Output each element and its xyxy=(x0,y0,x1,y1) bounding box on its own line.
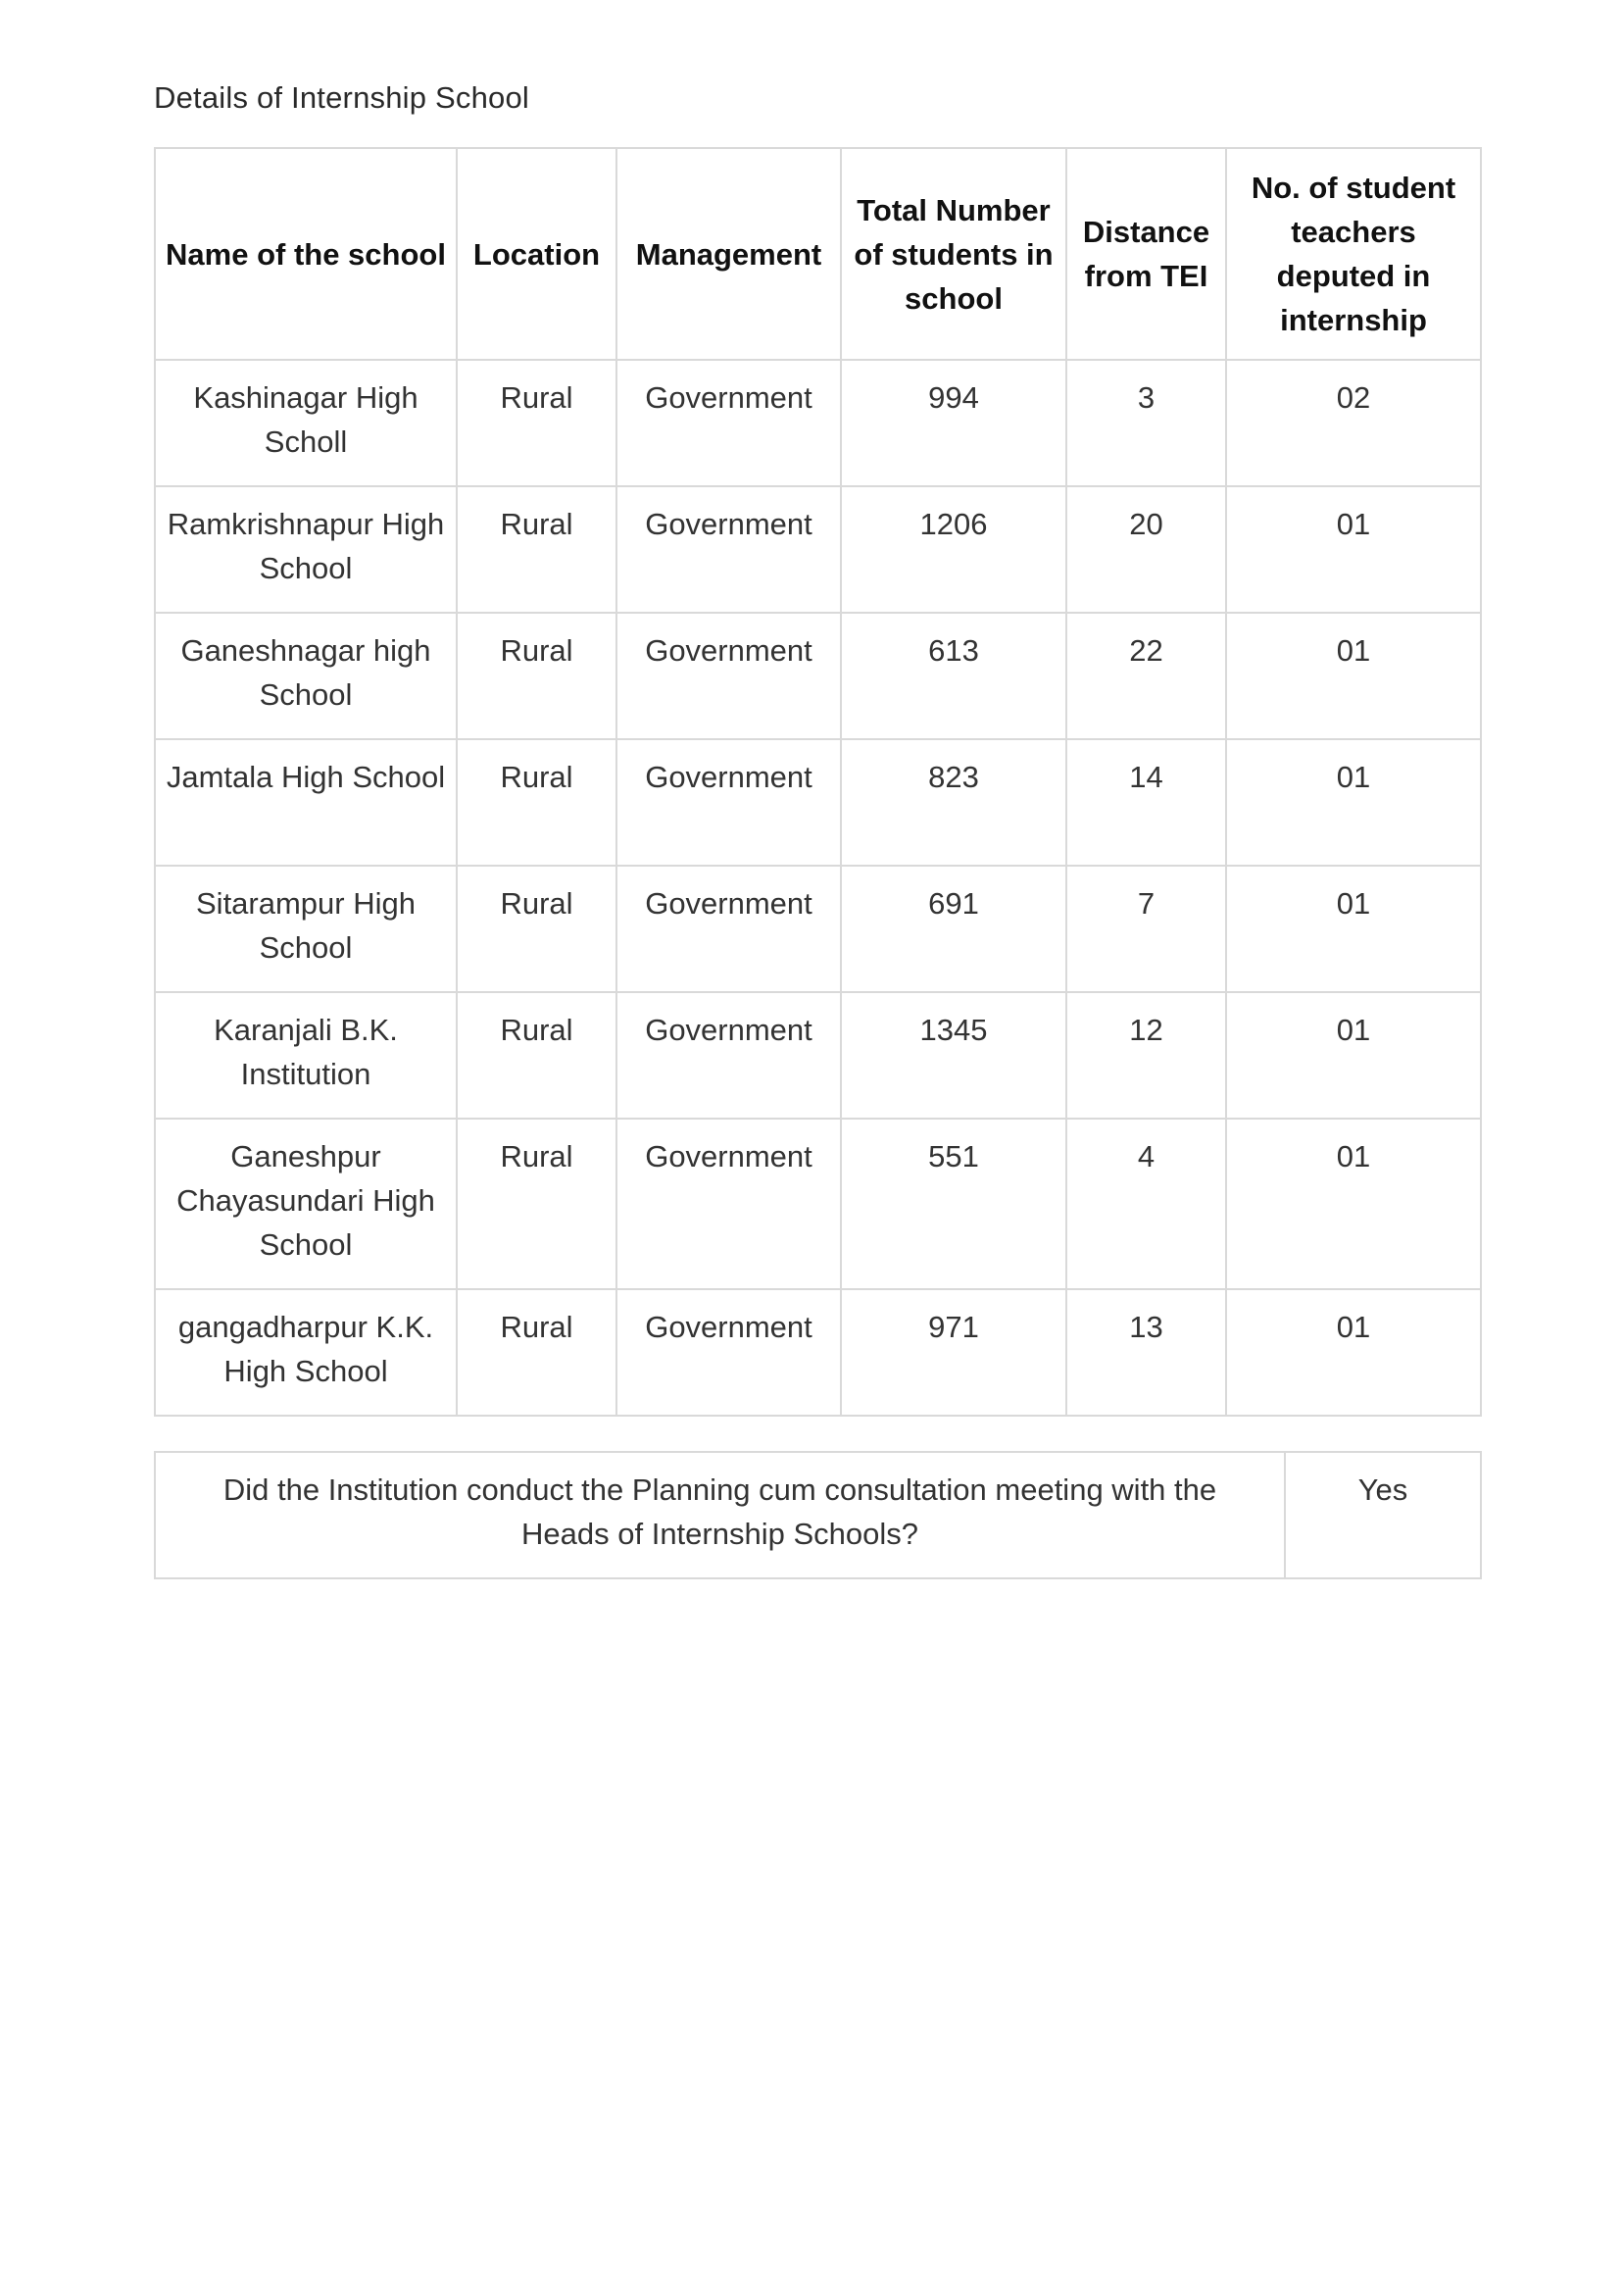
table-row xyxy=(155,992,1481,1119)
cell-student-teachers: 02 xyxy=(1226,360,1481,486)
cell-distance: 3 xyxy=(1066,360,1226,486)
cell-distance: 13 xyxy=(1066,1289,1226,1416)
table-row xyxy=(155,613,1481,739)
cell-school-name: Jamtala High School xyxy=(155,739,457,866)
table-row xyxy=(155,739,1481,866)
cell-school-name: Ramkrishnapur High School xyxy=(155,486,457,613)
cell-total-students: 971 xyxy=(841,1289,1066,1416)
cell-total-students: 1206 xyxy=(841,486,1066,613)
cell-total-students: 551 xyxy=(841,1119,1066,1289)
header-school-name: Name of the school xyxy=(155,148,457,360)
cell-management: Government xyxy=(616,1289,841,1416)
cell-total-students: 691 xyxy=(841,866,1066,992)
cell-student-teachers: 01 xyxy=(1226,866,1481,992)
cell-student-teachers: 01 xyxy=(1226,1289,1481,1416)
cell-total-students: 613 xyxy=(841,613,1066,739)
table-row xyxy=(155,486,1481,613)
table-row xyxy=(155,866,1481,992)
cell-location: Rural xyxy=(457,1119,616,1289)
cell-distance: 20 xyxy=(1066,486,1226,613)
planning-meeting-table xyxy=(154,1451,1482,1579)
cell-distance: 4 xyxy=(1066,1119,1226,1289)
planning-meeting-answer: Yes xyxy=(1285,1452,1481,1578)
cell-student-teachers: 01 xyxy=(1226,1119,1481,1289)
cell-location: Rural xyxy=(457,613,616,739)
cell-location: Rural xyxy=(457,992,616,1119)
cell-school-name: Kashinagar High Scholl xyxy=(155,360,457,486)
cell-student-teachers: 01 xyxy=(1226,486,1481,613)
table-row xyxy=(155,1119,1481,1289)
cell-location: Rural xyxy=(457,486,616,613)
cell-school-name: Sitarampur High School xyxy=(155,866,457,992)
header-total-students: Total Number of students in school xyxy=(841,148,1066,360)
header-student-teachers: No. of student teachers deputed in internship xyxy=(1226,148,1481,360)
cell-management: Government xyxy=(616,360,841,486)
header-location: Location xyxy=(457,148,616,360)
cell-distance: 22 xyxy=(1066,613,1226,739)
cell-student-teachers: 01 xyxy=(1226,613,1481,739)
cell-management: Government xyxy=(616,613,841,739)
cell-total-students: 1345 xyxy=(841,992,1066,1119)
cell-distance: 14 xyxy=(1066,739,1226,866)
page-heading: Details of Internship School xyxy=(154,80,529,115)
cell-distance: 12 xyxy=(1066,992,1226,1119)
planning-meeting-row xyxy=(155,1452,1481,1578)
cell-student-teachers: 01 xyxy=(1226,992,1481,1119)
header-management: Management xyxy=(616,148,841,360)
cell-management: Government xyxy=(616,486,841,613)
cell-school-name: Karanjali B.K. Institution xyxy=(155,992,457,1119)
planning-meeting-question: Did the Institution conduct the Planning cum consultation meeting with the Heads of Internship Schools? xyxy=(155,1452,1285,1578)
cell-location: Rural xyxy=(457,1289,616,1416)
cell-school-name: Ganeshpur Chayasundari High School xyxy=(155,1119,457,1289)
table-row xyxy=(155,1289,1481,1416)
cell-management: Government xyxy=(616,866,841,992)
cell-school-name: Ganeshnagar high School xyxy=(155,613,457,739)
cell-location: Rural xyxy=(457,360,616,486)
cell-student-teachers: 01 xyxy=(1226,739,1481,866)
header-distance: Distance from TEI xyxy=(1066,148,1226,360)
cell-management: Government xyxy=(616,739,841,866)
cell-location: Rural xyxy=(457,866,616,992)
cell-location: Rural xyxy=(457,739,616,866)
cell-school-name: gangadharpur K.K. High School xyxy=(155,1289,457,1416)
internship-schools-table xyxy=(154,147,1482,1417)
cell-total-students: 994 xyxy=(841,360,1066,486)
cell-management: Government xyxy=(616,992,841,1119)
table-header-row xyxy=(155,148,1481,360)
cell-distance: 7 xyxy=(1066,866,1226,992)
table-row xyxy=(155,360,1481,486)
cell-total-students: 823 xyxy=(841,739,1066,866)
cell-management: Government xyxy=(616,1119,841,1289)
